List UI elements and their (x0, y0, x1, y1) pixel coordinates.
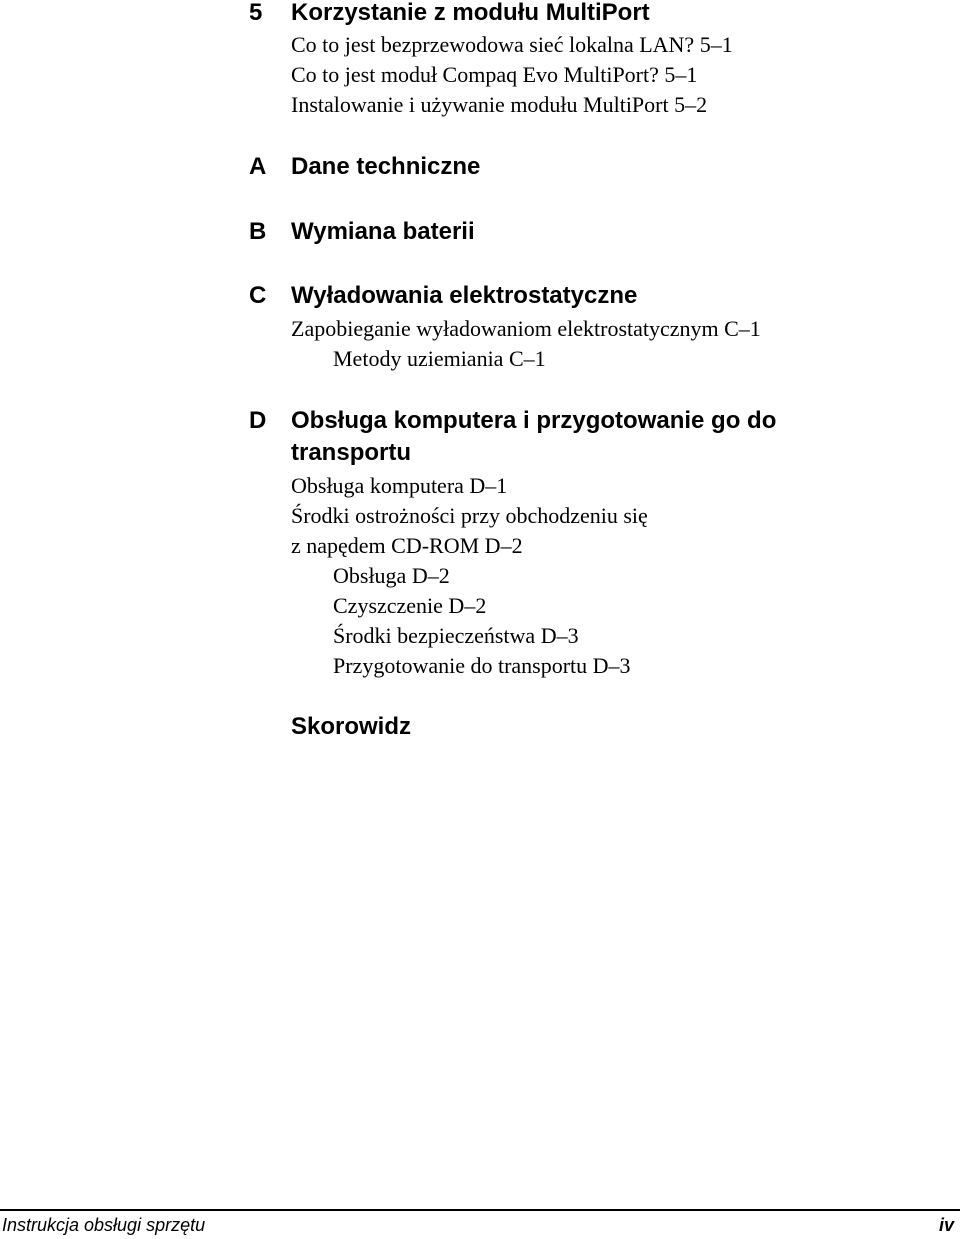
toc-entry: Co to jest moduł Compaq Evo MultiPort? 5–1 (291, 62, 698, 87)
toc-entry: Instalowanie i używanie modułu MultiPort 5–2 (291, 92, 708, 117)
chapter-5-number: 5 (249, 0, 263, 26)
toc-entry: Metody uziemiania C–1 (333, 346, 546, 371)
toc-entry: Środki ostrożności przy obchodzeniu się (291, 503, 648, 528)
appendix-a-title: Dane techniczne (291, 153, 481, 180)
footer-document-title: Instrukcja obsługi sprzętu (2, 1215, 206, 1235)
chapter-5-title: Korzystanie z modułu MultiPort (291, 0, 650, 26)
appendix-d-title: Obsługa komputera i przygotowanie go do (291, 407, 777, 434)
toc-entry: Co to jest bezprzewodowa sieć lokalna LAN? 5–1 (291, 32, 733, 57)
toc-entry: Przygotowanie do transportu D–3 (333, 653, 631, 678)
toc-entry: z napędem CD-ROM D–2 (291, 533, 523, 558)
toc-entry: Czyszczenie D–2 (333, 593, 487, 618)
appendix-c-title: Wyładowania elektrostatyczne (291, 282, 638, 309)
appendix-d-letter: D (249, 407, 267, 434)
appendix-a-letter: A (249, 153, 267, 180)
appendix-b-title: Wymiana baterii (291, 218, 475, 245)
toc-entry: Zapobieganie wyładowaniom elektrostatycznym C–1 (291, 316, 761, 341)
page-number: iv (938, 1215, 954, 1235)
index-title: Skorowidz (291, 713, 412, 740)
appendix-d-title-continued: transportu (291, 439, 411, 466)
appendix-c-letter: C (249, 282, 267, 309)
toc-entry: Obsługa komputera D–1 (291, 473, 508, 498)
toc-entry: Środki bezpieczeństwa D–3 (333, 623, 579, 648)
appendix-b-letter: B (249, 218, 267, 245)
toc-entry: Obsługa D–2 (333, 563, 450, 588)
